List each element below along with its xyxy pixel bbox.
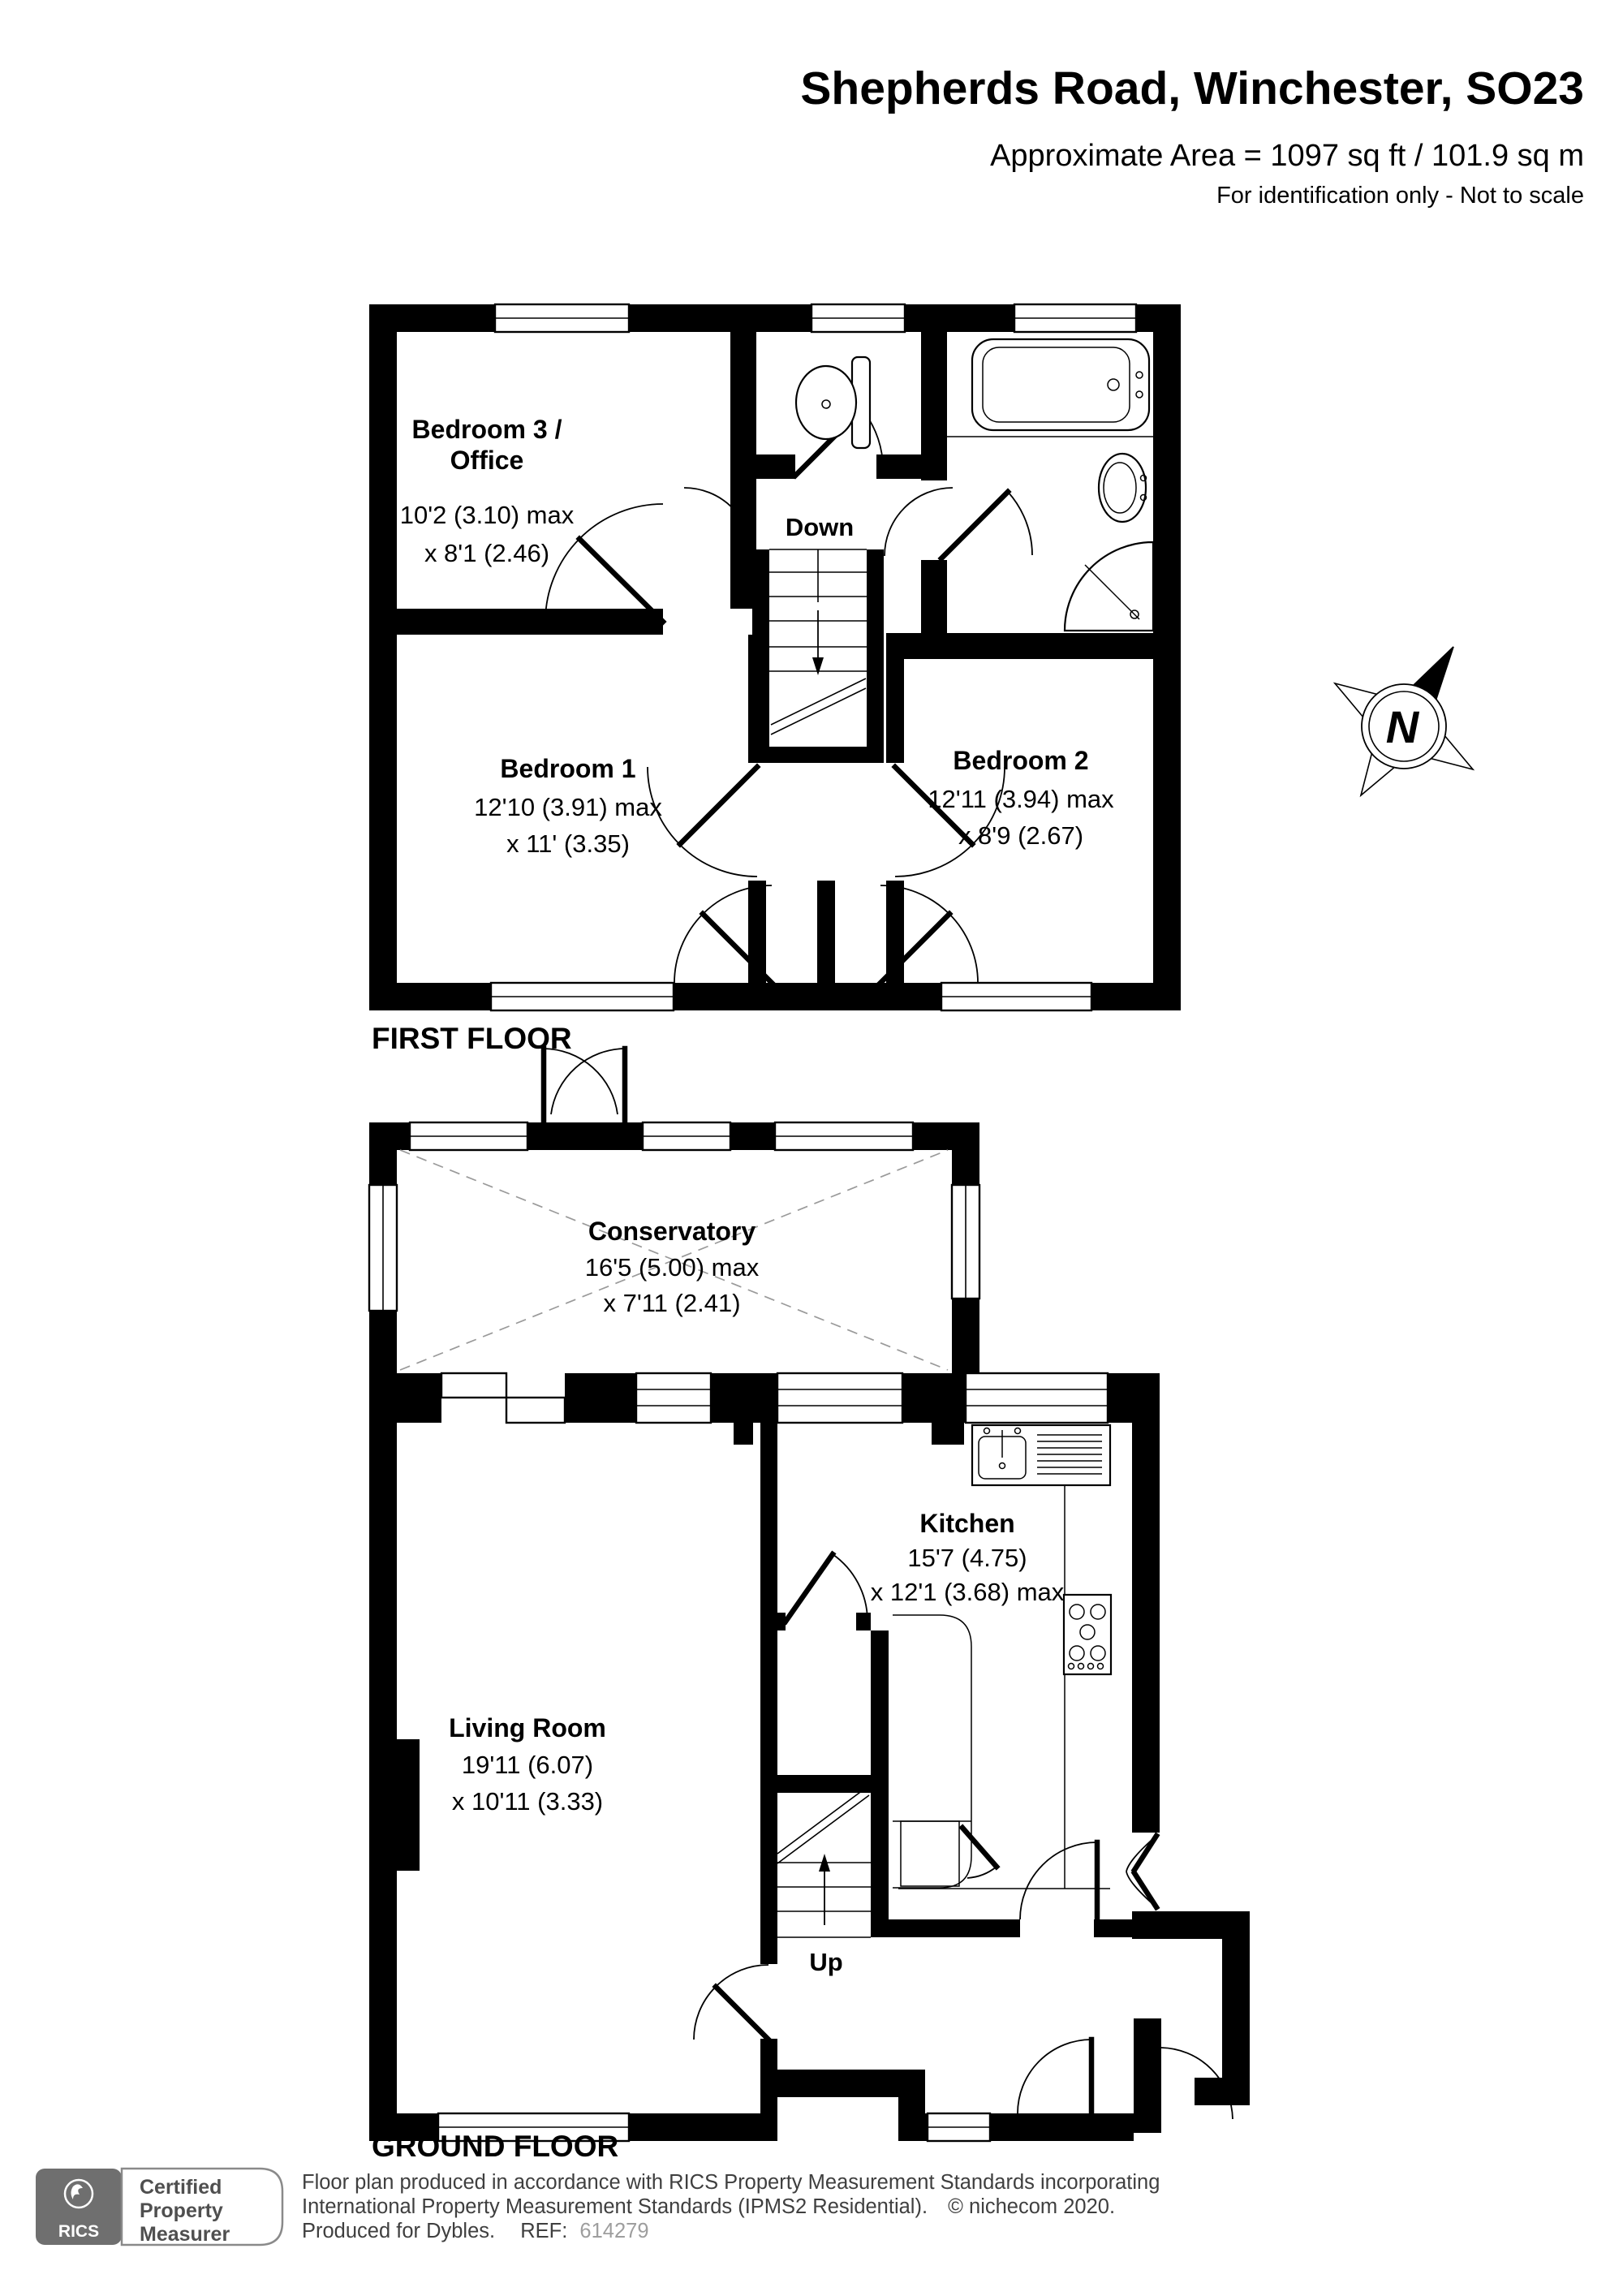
basin-icon [1099, 454, 1147, 522]
first-floor-plan [369, 304, 1181, 1055]
door-kitchen-hall [1020, 1842, 1097, 1919]
window [369, 1185, 397, 1311]
staircase-down [769, 549, 867, 734]
cert-line: Measurer [140, 2223, 230, 2246]
cert-line: Property [140, 2199, 223, 2222]
svg-text:International Property Measure [302, 2195, 1115, 2218]
certified-measurer-badge [122, 2169, 282, 2246]
kitchen-sink-icon [972, 1425, 1110, 1485]
landing-swing-right [885, 488, 953, 556]
shower-icon [1065, 542, 1153, 631]
rics-label: RICS [58, 2222, 100, 2241]
copyright: © nichecom 2020. [948, 2195, 1116, 2218]
identification-note: For identification only - Not to scale [1216, 183, 1584, 209]
footer [36, 2169, 1160, 2246]
ground-floor-walls [369, 1122, 1250, 2141]
door-bedroom1 [648, 767, 757, 877]
window [491, 983, 674, 1010]
patio-doors [544, 1049, 625, 1122]
ref-label: REF: [520, 2220, 568, 2242]
window [952, 1185, 979, 1299]
room-dimensions: 19'11 (6.07) [461, 1751, 594, 1779]
window [410, 1122, 527, 1150]
first-floor-label: FIRST FLOOR [372, 1022, 572, 1055]
approximate-area: Approximate Area = 1097 sq ft / 101.9 sq m [990, 139, 1584, 173]
ground-floor-label: GROUND FLOOR [372, 2130, 619, 2163]
door-front [1018, 2040, 1091, 2113]
toilet-icon [796, 357, 870, 448]
ref-value: 614279 [579, 2220, 649, 2242]
room-dimensions: x 8'1 (2.46) [424, 539, 550, 567]
rics-logo [36, 2169, 122, 2245]
footer-disclaimer [302, 2171, 1160, 2242]
internal-opening [506, 1398, 565, 1423]
bathtub-icon [947, 339, 1153, 437]
internal-window [636, 1373, 711, 1423]
ground-floor-plan [369, 1049, 1250, 2163]
room-dimensions: 15'7 (4.75) [907, 1544, 1027, 1572]
room-dimensions: 16'5 (5.00) max [584, 1253, 760, 1282]
room-name: Bedroom 2 [953, 746, 1089, 775]
door-kitchen-inner [962, 1828, 997, 1878]
disclaimer-line1: Floor plan produced in accordance with RICS Property Measurement Standards incorporating [302, 2171, 1160, 2194]
room-dimensions: x 7'11 (2.41) [603, 1289, 741, 1317]
room-name: Conservatory [588, 1217, 756, 1246]
cert-line: Certified [140, 2176, 222, 2199]
window [643, 1122, 730, 1150]
window [928, 2113, 990, 2141]
room-dimensions: x 11' (3.35) [506, 829, 630, 858]
staircase-up [777, 1786, 871, 1937]
room-kitchen-label [871, 1509, 1065, 1606]
north-label: N [1385, 701, 1419, 752]
room-dimensions: 12'11 (3.94) max [928, 785, 1114, 813]
room-dimensions: x 12'1 (3.68) max [870, 1578, 1065, 1606]
window [775, 1122, 913, 1150]
produced-for: Produced for Dybles. [302, 2220, 496, 2242]
window [812, 304, 905, 332]
room-living-label [449, 1713, 606, 1816]
room-name: Kitchen [919, 1509, 1015, 1538]
kitchen-opening [777, 1373, 902, 1423]
door-living-room [694, 1965, 768, 2040]
room-bedroom1-label [474, 754, 662, 858]
door-bathroom [941, 492, 1032, 558]
room-dimensions: x 8'9 (2.67) [958, 821, 1084, 850]
room-conservatory-label [585, 1217, 760, 1317]
first-floor-doors [545, 409, 1032, 983]
header [800, 62, 1584, 209]
room-bedroom2-label [928, 746, 1114, 850]
svg-text:Produced for Dybles. R [302, 2220, 649, 2242]
page-title: Shepherds Road, Winchester, SO23 [800, 62, 1584, 114]
door-porch-bifold [1126, 1836, 1156, 1907]
stairs-up-label: Up [809, 1948, 843, 1976]
window [941, 983, 1091, 1010]
room-dimensions: 10'2 (3.10) max [399, 501, 575, 529]
window [1014, 304, 1136, 332]
room-name: Bedroom 3 / [411, 415, 562, 444]
disclaimer-line2: International Property Measurement Standards (IPMS2 Residential). [302, 2195, 928, 2218]
room-name: Office [450, 446, 524, 475]
room-name: Living Room [449, 1713, 606, 1742]
window [495, 304, 629, 332]
room-dimensions: 12'10 (3.91) max [474, 793, 662, 821]
internal-window [441, 1373, 506, 1398]
stairs-down-label: Down [785, 513, 855, 541]
hob-icon [1064, 1595, 1111, 1674]
room-dimensions: x 10'11 (3.33) [451, 1787, 604, 1816]
north-arrow-icon [1335, 647, 1473, 795]
door-cupboard [786, 1554, 867, 1622]
room-name: Bedroom 1 [500, 754, 636, 783]
window [966, 1373, 1108, 1423]
room-bedroom3-label [400, 415, 575, 567]
